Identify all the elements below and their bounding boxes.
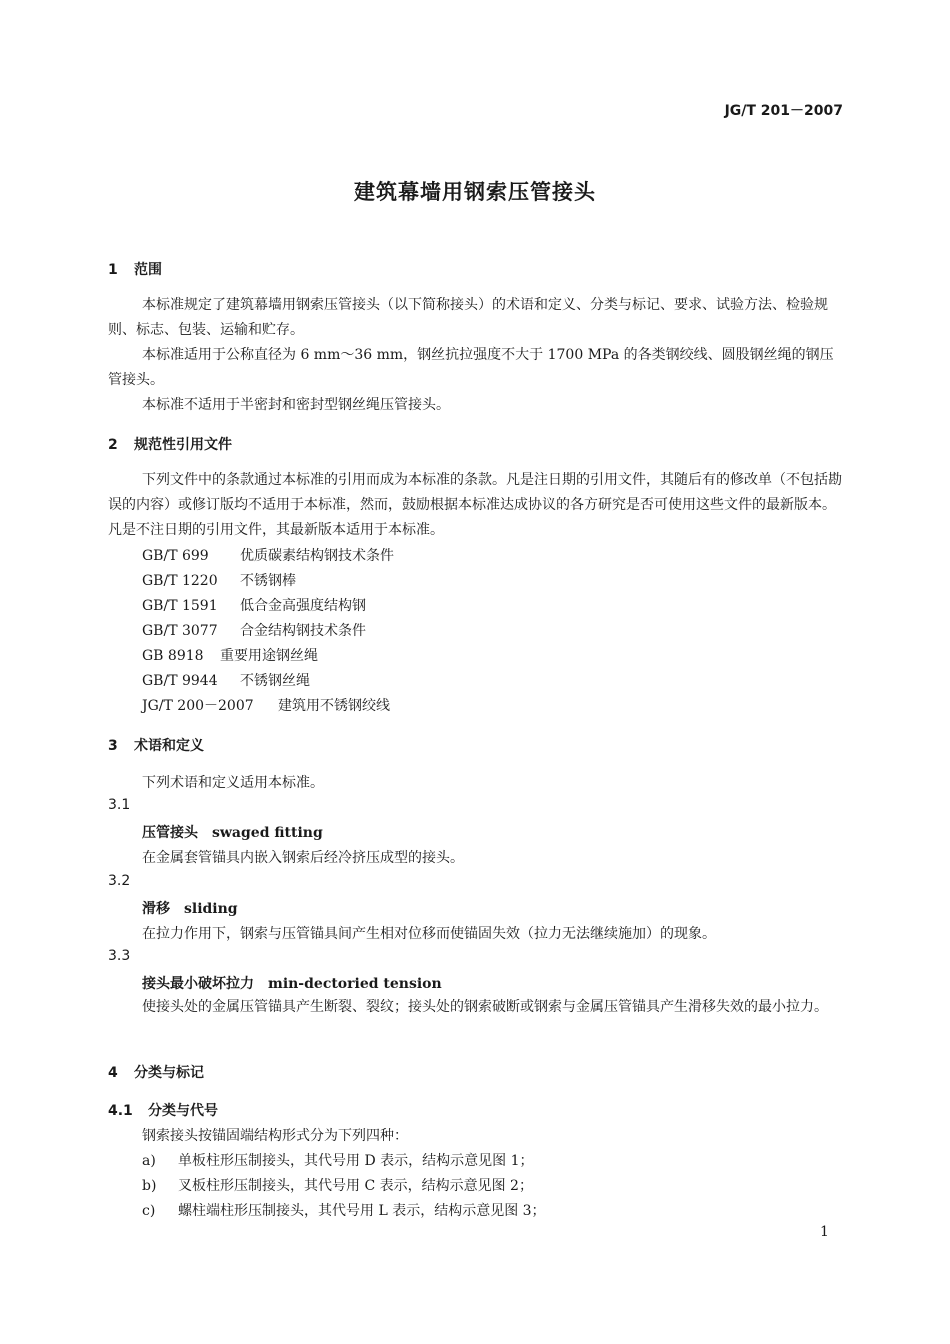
term-heading — [142, 973, 442, 993]
term-chinese: 压管接头 — [142, 825, 198, 841]
section-1-paragraph-3: 本标准不适用于半密封和密封型钢丝绳压管接头。 — [142, 397, 450, 413]
subsection-title: 分类与代号 — [148, 1103, 218, 1119]
reference-item — [142, 570, 296, 590]
reference-code: GB/T 9944 — [142, 673, 218, 689]
section-3-heading — [108, 735, 204, 755]
list-marker: c) — [142, 1203, 156, 1219]
section-title: 分类与标记 — [134, 1065, 204, 1081]
term-english: sliding — [184, 901, 238, 917]
reference-code: GB/T 3077 — [142, 623, 218, 639]
section-1-paragraph-1: 本标准规定了建筑幕墙用钢索压管接头（以下简称接头）的术语和定义、分类与标记、要求、试验方法、检验规则、标志、包装、运输和贮存。 — [108, 297, 828, 338]
reference-name: 不锈钢棒 — [240, 573, 296, 589]
document-title: 建筑幕墙用钢索压管接头 — [354, 180, 596, 204]
section-number: 4 — [108, 1065, 118, 1081]
reference-code: GB 8918 — [142, 648, 204, 664]
term-definition: 在金属套管锚具内嵌入钢索后经冷挤压成型的接头。 — [142, 850, 464, 866]
reference-item — [142, 595, 366, 615]
section-title: 术语和定义 — [134, 738, 204, 754]
list-text: 螺柱端柱形压制接头，其代号用 L 表示，结构示意见图 3； — [178, 1203, 546, 1219]
section-3-paragraph-1: 下列术语和定义适用本标准。 — [142, 775, 324, 791]
term-number: 3.2 — [108, 873, 131, 889]
section-title: 范围 — [134, 262, 162, 278]
reference-item — [142, 620, 366, 640]
subsection-4-1-heading — [108, 1100, 218, 1120]
section-title: 规范性引用文件 — [134, 437, 232, 453]
term-definition: 使接头处的金属压管锚具产生断裂、裂纹；接头处的钢索破断或钢索与金属压管锚具产生滑移失效的最小拉力。 — [142, 999, 828, 1015]
reference-code: JG/T 200－2007 — [142, 698, 254, 714]
reference-name: 建筑用不锈钢绞线 — [278, 698, 390, 714]
page-number: 1 — [820, 1224, 829, 1240]
list-marker: a) — [142, 1153, 156, 1169]
term-chinese: 接头最小破坏拉力 — [142, 976, 254, 992]
section-1-heading — [108, 259, 162, 279]
term-heading — [142, 822, 323, 842]
standard-code: JG/T 201－2007 — [724, 103, 843, 119]
list-text: 叉板柱形压制接头，其代号用 C 表示，结构示意见图 2； — [178, 1178, 533, 1194]
term-number: 3.1 — [108, 797, 131, 813]
list-item — [142, 1200, 546, 1220]
section-1-paragraph-2: 本标准适用于公称直径为 6 mm～36 mm，钢丝抗拉强度不大于 1700 MPa 的各类钢绞线、圆股钢丝绳的钢压管接头。 — [108, 347, 834, 388]
term-heading — [142, 898, 238, 918]
section-2-paragraph-1: 下列文件中的条款通过本标准的引用而成为本标准的条款。凡是注日期的引用文件，其随后有的修改单（不包括勘误的内容）或修订版均不适用于本标准，然而，鼓励根据本标准达成协议的各方研究是否可使用这些文件的最新版本。凡是不注日期的引用文件，其最新版本适用于本标准。 — [108, 472, 842, 538]
reference-code: GB/T 699 — [142, 548, 209, 564]
term-number: 3.3 — [108, 948, 131, 964]
reference-name: 重要用途钢丝绳 — [220, 648, 318, 664]
reference-item — [142, 695, 390, 715]
section-number: 1 — [108, 262, 118, 278]
list-text: 单板柱形压制接头，其代号用 D 表示，结构示意见图 1； — [178, 1153, 534, 1169]
reference-name: 低合金高强度结构钢 — [240, 598, 366, 614]
reference-item — [142, 670, 310, 690]
section-number: 2 — [108, 437, 118, 453]
subsection-number: 4.1 — [108, 1103, 133, 1119]
subsection-4-1-paragraph: 钢索接头按锚固端结构形式分为下列四种： — [142, 1128, 408, 1144]
reference-item — [142, 545, 394, 565]
list-item — [142, 1175, 533, 1195]
reference-code: GB/T 1220 — [142, 573, 218, 589]
reference-name: 不锈钢丝绳 — [240, 673, 310, 689]
term-definition: 在拉力作用下，钢索与压管锚具间产生相对位移而使锚固失效（拉力无法继续施加）的现象。 — [142, 926, 716, 942]
section-4-heading — [108, 1062, 204, 1082]
reference-name: 合金结构钢技术条件 — [240, 623, 366, 639]
reference-item — [142, 645, 318, 665]
section-number: 3 — [108, 738, 118, 754]
term-english: swaged fitting — [212, 825, 323, 841]
term-english: min-dectoried tension — [268, 976, 442, 992]
reference-code: GB/T 1591 — [142, 598, 218, 614]
section-2-heading — [108, 434, 232, 454]
term-chinese: 滑移 — [142, 901, 170, 917]
list-item — [142, 1150, 533, 1170]
list-marker: b) — [142, 1178, 157, 1194]
reference-name: 优质碳素结构钢技术条件 — [240, 548, 394, 564]
